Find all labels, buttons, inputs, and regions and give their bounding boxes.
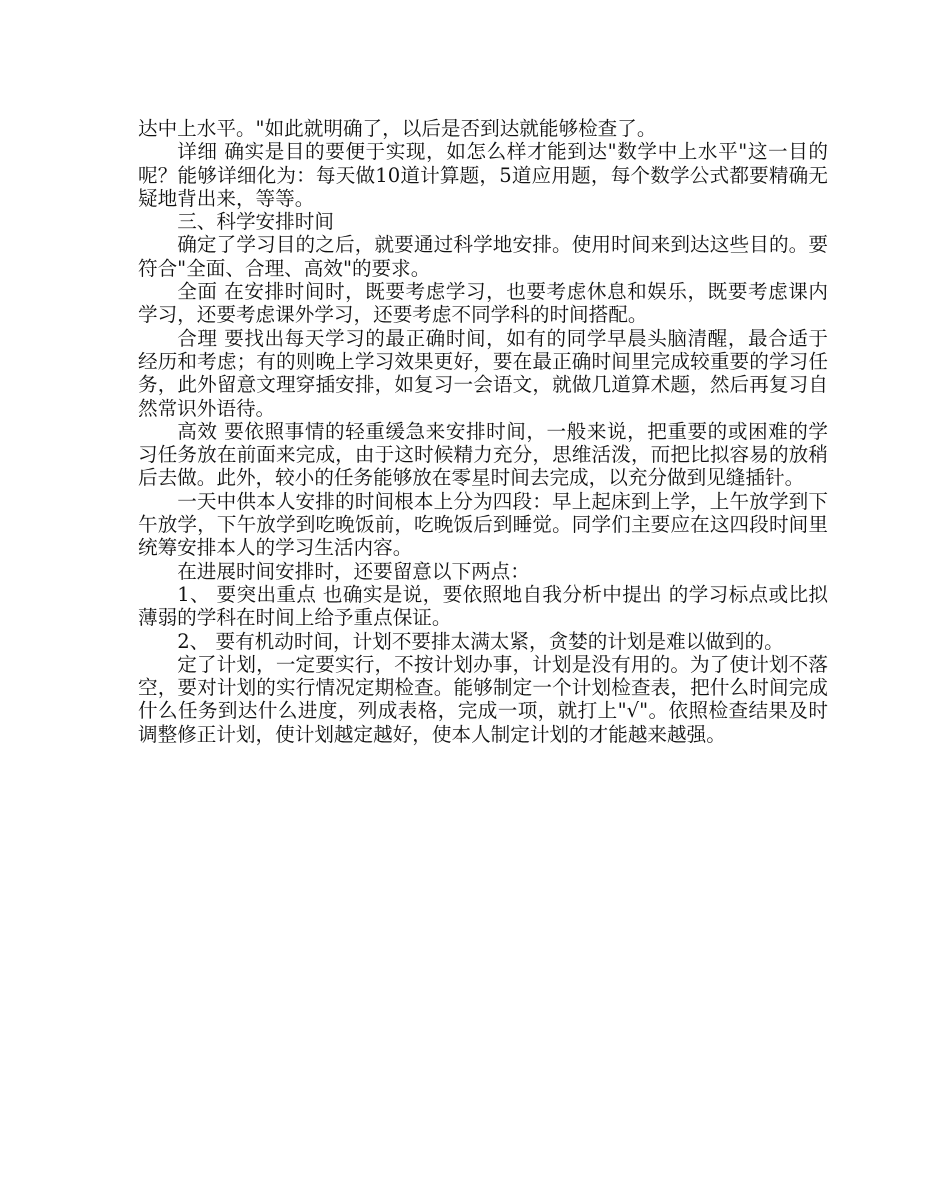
list-item-focus: 1、 要突出重点 也确实是说，要依照地自我分析中提出 的学习标点或比拟薄弱的学科在时间上给予重点保证。 bbox=[138, 582, 828, 630]
paragraph-four-periods: 一天中供本人安排的时间根本上分为四段：早上起床到上学，上午放学到下午放学，下午放学到吃晚饭前，吃晚饭后到睡觉。同学们主要应在这四段时间里统筹安排本人的学习生活内容。 bbox=[138, 489, 828, 560]
paragraph-two-points: 在进展时间安排时，还要留意以下两点： bbox=[177, 559, 530, 583]
list-item-flexible: 2、 要有机动时间，计划不要排太满太紧，贪婪的计划是难以做到的。 bbox=[177, 629, 784, 653]
body-text bbox=[138, 117, 828, 746]
paragraph-execution: 定了计划，一定要实行，不按计划办事，计划是没有用的。为了使计划不落空，要对计划的实行情况定期检查。能够制定一个计划检查表，把什么时间完成什么任务到达什么进度，列成表格，完成一项，就打上"√"。依照检查结果及时调整修正计划，使计划越定越好，使本人制定计划的才能越来越强。 bbox=[138, 652, 828, 746]
paragraph-continuation: 达中上水平。"如此就明确了，以后是否到达就能够检查了。 bbox=[138, 117, 657, 140]
paragraph-reasonable: 合理 要找出每天学习的最正确时间，如有的同学早晨头脑清醒，最合适于经历和考虑；有的则晚上学习效果更好，要在最正确时间里完成较重要的学习任务，此外留意文理穿插安排，如复习一会语文，就做几道算术题，然后再复习自然常识外语待。 bbox=[138, 326, 828, 420]
paragraph-comprehensive: 全面 在安排时间时，既要考虑学习，也要考虑休息和娱乐，既要考虑课内学习，还要考虑课外学习，还要考虑不同学科的时间搭配。 bbox=[138, 280, 828, 327]
section-heading: 三、科学安排时间 bbox=[177, 210, 334, 234]
paragraph-specific: 详细 确实是目的要便于实现，如怎么样才能到达"数学中上水平"这一目的呢？能够详细化为：每天做10道计算题，5道应用题，每个数学公式都要精确无疑地背出来，等等。 bbox=[138, 140, 828, 210]
paragraph-intro: 确定了学习目的之后，就要通过科学地安排。使用时间来到达这些目的。要符合"全面、合理、高效"的要求。 bbox=[138, 233, 828, 280]
paragraph-efficient: 高效 要依照事情的轻重缓急来安排时间，一般来说，把重要的或困难的学习任务放在前面来完成，由于这时候精力充分，思维活泼，而把比拟容易的放稍后去做。此外，较小的任务能够放在零星时间去完成，以充分做到见缝插针。 bbox=[138, 419, 828, 490]
